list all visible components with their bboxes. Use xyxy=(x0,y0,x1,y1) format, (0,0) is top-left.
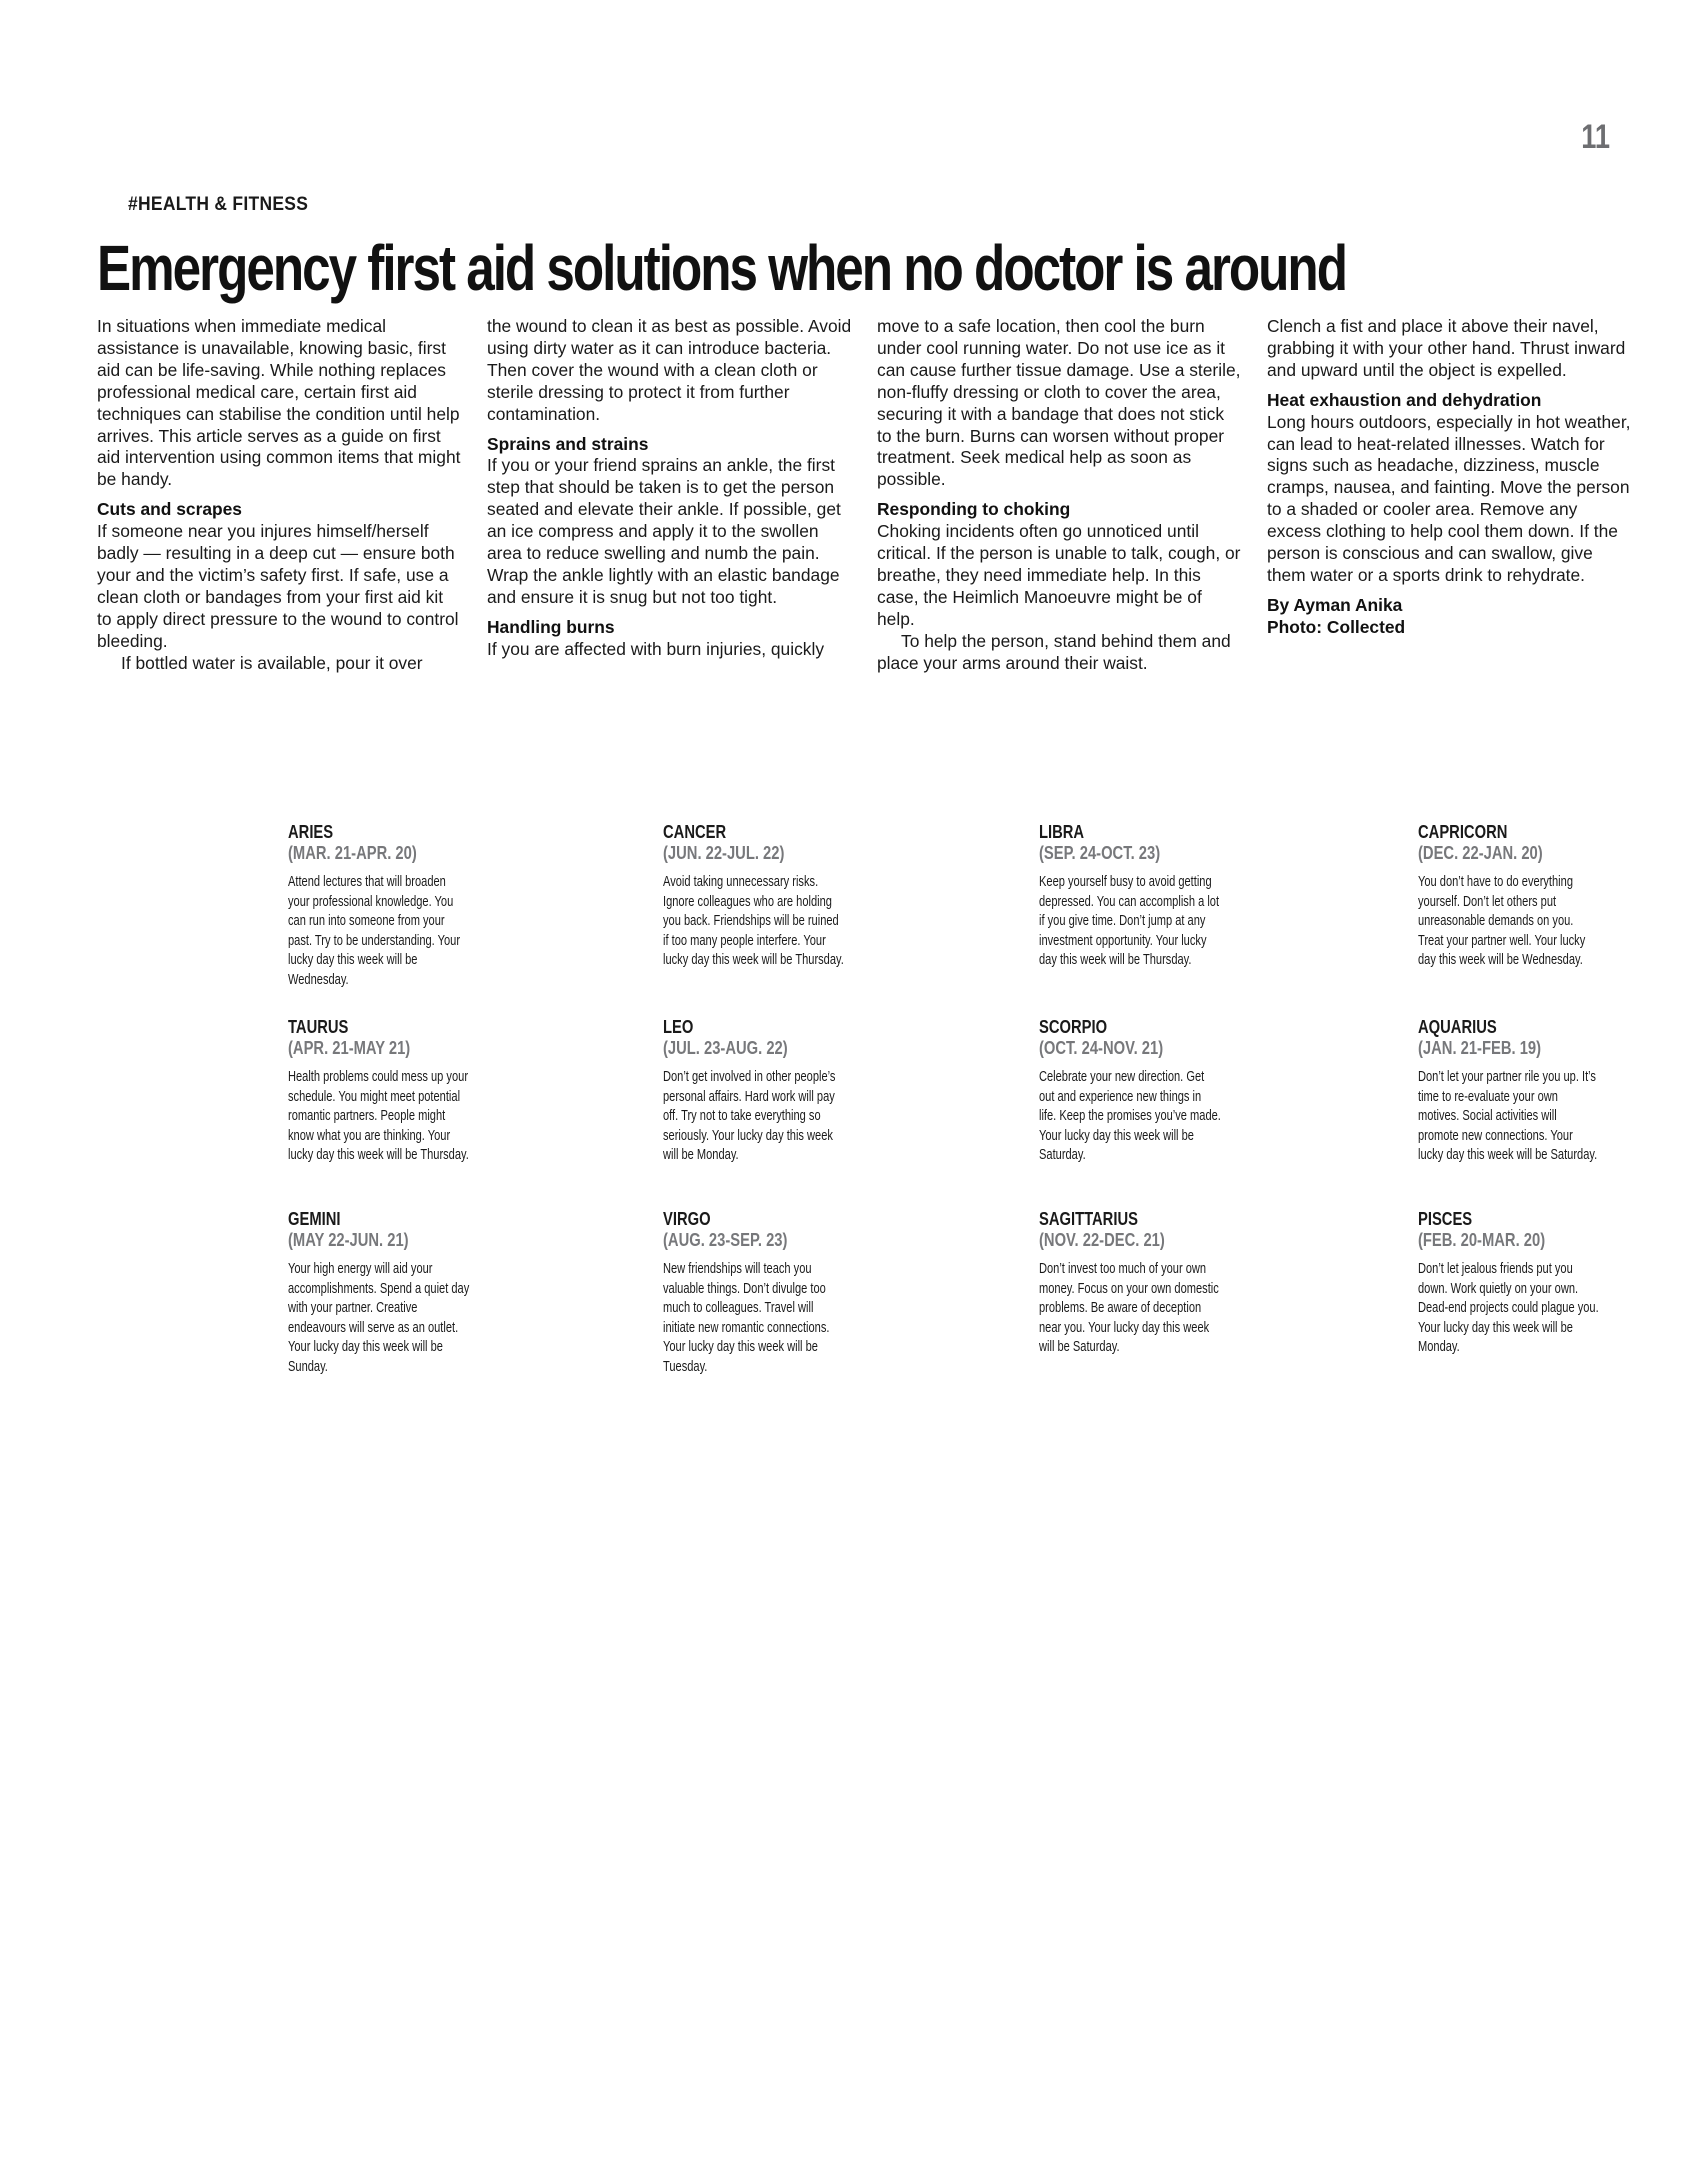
horoscope-leo xyxy=(663,1017,873,1166)
subheading-heat: Heat exhaustion and dehydration xyxy=(1267,389,1542,410)
subheading-burns: Handling burns xyxy=(487,616,615,637)
article-column-4 xyxy=(1267,316,1632,639)
paragraph-sprains: If you or your friend sprains an ankle, the first step that should be taken is to get the person seated and elevate their ankle. If possible, get an ice compress and apply it to the swollen area to reduce swelling and numb the pain. Wrap the ankle lightly with an elastic bandage and ensure it is snug but not too tight. xyxy=(487,455,841,607)
sign-dates: (FEB. 20-MAR. 20) xyxy=(1418,1230,1546,1250)
sign-name: SCORPIO xyxy=(1039,1017,1108,1037)
sign-dates: (NOV. 22-DEC. 21) xyxy=(1039,1230,1165,1250)
headline: Emergency first aid solutions when no doctor is around xyxy=(97,232,1346,304)
paragraph-burns-continued: move to a safe location, then cool the burn under cool running water. Do not use ice as it can cause further tissue damage. Use a sterile, non-fluffy dressing or cloth to cover the area, securing it with a bandage that does not stick to the burn. Burns can worsen without proper treatment. Seek medical help as soon as possible. xyxy=(877,316,1241,490)
sign-text: Don’t let jealous friends put you down. Work quietly on your own. Dead-end projects could plague you. Your lucky day this week will be Monday. xyxy=(1418,1261,1599,1355)
sign-text: Don’t invest too much of your own money. Focus on your own domestic problems. Be aware of deception near you. Your lucky day this week will be Saturday. xyxy=(1039,1261,1219,1355)
sign-text: Attend lectures that will broaden your professional knowledge. You can run into someone from your past. Try to be understanding. Your lucky day this week will be Wednesday. xyxy=(288,874,461,988)
section-tag: #HEALTH & FITNESS xyxy=(128,194,309,215)
horoscope-gemini xyxy=(288,1209,498,1377)
horoscope-section xyxy=(288,822,1618,1402)
sign-text: Don’t get involved in other people’s personal affairs. Hard work will pay off. Try not to take everything so seriously. Your lucky day this week will be Monday. xyxy=(663,1069,836,1163)
sign-text: Keep yourself busy to avoid getting depressed. You can accomplish a lot if you give time. Don’t jump at any investment opportunity. Your lucky day this week will be Thursday. xyxy=(1039,874,1220,968)
horoscope-taurus xyxy=(288,1017,498,1166)
paragraph-heat: Long hours outdoors, especially in hot weather, can lead to heat-related illnesses. Watch for signs such as headache, dizziness, muscle cramps, nausea, and fainting. Move the person to a shaded or cooler area. Remove any excess clothing to help cool them down. If the person is conscious and can swallow, give them water or a sports drink to rehydrate. xyxy=(1267,411,1631,585)
subheading-sprains: Sprains and strains xyxy=(487,433,649,454)
paragraph-choking: Choking incidents often go unnoticed until critical. If the person is unable to talk, cough, or breathe, they need immediate help. In this case, the Heimlich Manoeuvre might be of help. xyxy=(877,521,1241,629)
article-column-2 xyxy=(487,316,852,661)
sign-dates: (DEC. 22-JAN. 20) xyxy=(1418,843,1543,863)
photo-credit: Photo: Collected xyxy=(1267,616,1406,637)
sign-text: Your high energy will aid your accomplishments. Spend a quiet day with your partner. Creative endeavours will serve as an outlet. Your lucky day this week will be Sunday. xyxy=(288,1261,470,1375)
paragraph-intro: In situations when immediate medical assistance is unavailable, knowing basic, first aid can be life-saving. While nothing replaces professional medical care, certain first aid techniques can stabilise the condition until help arrives. This article serves as a guide on first aid intervention using common items that might be handy. xyxy=(97,316,461,490)
sign-text: You don’t have to do everything yourself. Don’t let others put unreasonable demands on you. Treat your partner well. Your lucky day this week will be Wednesday. xyxy=(1418,874,1586,968)
sign-text: Avoid taking unnecessary risks. Ignore colleagues who are holding you back. Friendships will be ruined if too many people interfere. Your lucky day this week will be Thursday. xyxy=(663,874,844,968)
sign-name: PISCES xyxy=(1418,1209,1473,1229)
sign-text: Celebrate your new direction. Get out and experience new things in life. Keep the promises you’ve made. Your lucky day this week will be Saturday. xyxy=(1039,1069,1221,1163)
sign-name: LEO xyxy=(663,1017,694,1037)
horoscope-cancer xyxy=(663,822,873,971)
horoscope-scorpio xyxy=(1039,1017,1249,1166)
sign-dates: (MAR. 21-APR. 20) xyxy=(288,843,417,863)
paragraph-cuts-continued: the wound to clean it as best as possible. Avoid using dirty water as it can introduce bacteria. Then cover the wound with a clean cloth or sterile dressing to protect it from further contamination. xyxy=(487,316,852,424)
sign-text: Health problems could mess up your schedule. You might meet potential romantic partners. People might know what you are thinking. Your lucky day this week will be Thursday. xyxy=(288,1069,469,1163)
paragraph-cuts: If someone near you injures himself/herself badly — resulting in a deep cut — ensure both your and the victim’s safety first. If safe, use a clean cloth or bandages from your first aid kit to apply direct pressure to the wound to control bleeding. xyxy=(97,521,459,651)
article-column-1 xyxy=(97,316,462,675)
horoscope-aries xyxy=(288,822,498,990)
sign-name: TAURUS xyxy=(288,1017,349,1037)
page-number: 11 xyxy=(1581,118,1610,156)
sign-name: SAGITTARIUS xyxy=(1039,1209,1138,1229)
horoscope-virgo xyxy=(663,1209,873,1377)
sign-dates: (MAY 22-JUN. 21) xyxy=(288,1230,409,1250)
paragraph-cuts-2: If bottled water is available, pour it over xyxy=(121,652,423,673)
sign-dates: (JUN. 22-JUL. 22) xyxy=(663,843,785,863)
sign-dates: (JUL. 23-AUG. 22) xyxy=(663,1038,788,1058)
sign-dates: (AUG. 23-SEP. 23) xyxy=(663,1230,788,1250)
paragraph-burns: If you are affected with burn injuries, quickly xyxy=(487,638,825,659)
byline: By Ayman Anika xyxy=(1267,594,1403,615)
sign-name: AQUARIUS xyxy=(1418,1017,1497,1037)
sign-name: CAPRICORN xyxy=(1418,822,1508,842)
horoscope-pisces xyxy=(1418,1209,1628,1358)
sign-dates: (APR. 21-MAY 21) xyxy=(288,1038,411,1058)
article-column-3 xyxy=(877,316,1242,675)
horoscope-sagittarius xyxy=(1039,1209,1249,1358)
subheading-cuts: Cuts and scrapes xyxy=(97,499,242,520)
paragraph-choking-continued: Clench a fist and place it above their navel, grabbing it with your other hand. Thrust inward and upward until the object is expelled. xyxy=(1267,316,1626,380)
horoscope-capricorn xyxy=(1418,822,1628,971)
sign-name: LIBRA xyxy=(1039,822,1085,842)
sign-name: GEMINI xyxy=(288,1209,341,1229)
horoscope-aquarius xyxy=(1418,1017,1628,1166)
sign-text: Don’t let your partner rile you up. It’s time to re-evaluate your own motives. Social activities will promote new connections. Your lucky day this week will be Saturday. xyxy=(1418,1069,1598,1163)
sign-name: ARIES xyxy=(288,822,334,842)
subheading-choking: Responding to choking xyxy=(877,499,1071,520)
sign-name: VIRGO xyxy=(663,1209,711,1229)
sign-name: CANCER xyxy=(663,822,727,842)
sign-dates: (OCT. 24-NOV. 21) xyxy=(1039,1038,1164,1058)
paragraph-choking-2: To help the person, stand behind them and place your arms around their waist. xyxy=(877,630,1231,673)
sign-text: New friendships will teach you valuable things. Don’t divulge too much to colleagues. Travel will initiate new romantic connections. Your lucky day this week will be Tuesday. xyxy=(663,1261,830,1375)
horoscope-libra xyxy=(1039,822,1249,971)
sign-dates: (SEP. 24-OCT. 23) xyxy=(1039,843,1161,863)
sign-dates: (JAN. 21-FEB. 19) xyxy=(1418,1038,1542,1058)
